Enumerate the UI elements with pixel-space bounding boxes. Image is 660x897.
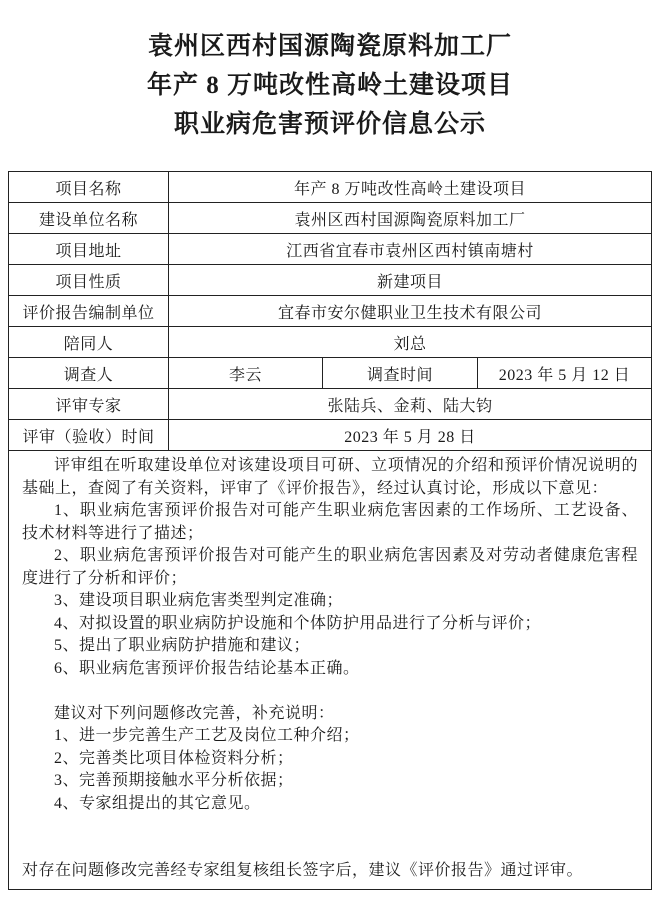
suggestion-item-3: 3、完善预期接触水平分析依据； — [54, 772, 294, 789]
blank-line — [22, 815, 638, 860]
suggestion-header: 建议对下列问题修改完善，补充说明： — [54, 704, 335, 722]
row-label-project-name: 项目名称 — [9, 172, 169, 203]
suggestion-item-2: 2、完善类比项目体检资料分析； — [54, 749, 294, 767]
row-value-review-experts: 张陆兵、金莉、陆大钧 — [169, 389, 652, 420]
row-label-survey-time: 调查时间 — [323, 358, 478, 389]
table-row-project-address — [9, 234, 652, 265]
opinion-item-3: 3、建设项目职业病危害类型判定准确； — [54, 592, 344, 609]
review-opinion-cell — [9, 451, 652, 890]
row-label-accompanying-person: 陪同人 — [9, 327, 169, 358]
table-row-construction-unit — [9, 203, 652, 234]
opinion-intro: 评审组在听取建设单位对该建设项目可研、立项情况的介绍和预评价情况说明的基础上，查阅了有关资料，评审了《评价报告》，经过认真讨论，形成以下意见： — [22, 457, 638, 497]
table-row-project-nature — [9, 265, 652, 296]
row-value-survey-time: 2023 年 5 月 12 日 — [478, 358, 652, 389]
table-row-opinion — [9, 451, 652, 890]
title-line-project: 年产 8 万吨改性高岭土建设项目 — [146, 72, 513, 99]
row-value-project-nature: 新建项目 — [169, 265, 652, 296]
page-title — [0, 0, 660, 144]
row-label-report-compiler: 评价报告编制单位 — [9, 296, 169, 327]
table-row-survey — [9, 358, 652, 389]
table-row-review-time — [9, 420, 652, 451]
table-row-project-name — [9, 172, 652, 203]
row-value-accompanying-person: 刘总 — [169, 327, 652, 358]
row-label-construction-unit: 建设单位名称 — [9, 203, 169, 234]
suggestion-item-4: 4、专家组提出的其它意见。 — [54, 794, 261, 812]
opinion-item-6: 6、职业病危害预评价报告结论基本正确。 — [54, 659, 360, 677]
row-label-project-address: 项目地址 — [9, 234, 169, 265]
row-value-surveyor: 李云 — [169, 358, 323, 389]
opinion-item-1: 1、职业病危害预评价报告对可能产生职业病危害因素的工作场所、工艺设备、技术材料等进行了描述； — [22, 502, 638, 542]
row-value-construction-unit: 袁州区西村国源陶瓷原料加工厂 — [169, 203, 652, 234]
title-line-subject: 职业病危害预评价信息公示 — [173, 111, 486, 138]
opinion-item-5: 5、提出了职业病防护措施和建议； — [54, 637, 311, 654]
row-label-review-experts: 评审专家 — [9, 389, 169, 420]
row-label-surveyor: 调查人 — [9, 358, 169, 389]
row-value-project-name: 年产 8 万吨改性高岭土建设项目 — [169, 172, 652, 203]
opinion-item-4: 4、对拟设置的职业病防护设施和个体防护用品进行了分析与评价； — [54, 614, 542, 632]
table-row-accompanying-person — [9, 327, 652, 358]
row-label-review-time: 评审（验收）时间 — [9, 420, 169, 451]
row-value-project-address: 江西省宜春市袁州区西村镇南塘村 — [169, 234, 652, 265]
opinion-item-2: 2、职业病危害预评价报告对可能产生的职业病危害因素及对劳动者健康危害程度进行了分析和评价； — [22, 547, 638, 587]
suggestion-item-1: 1、进一步完善生产工艺及岗位工种介绍； — [54, 727, 360, 744]
row-value-report-compiler: 宜春市安尔健职业卫生技术有限公司 — [169, 296, 652, 327]
opinion-conclusion: 对存在问题修改完善经专家组复核组长签字后，建议《评价报告》通过评审。 — [22, 862, 584, 879]
table-row-report-compiler — [9, 296, 652, 327]
title-line-company: 袁州区西村国源陶瓷原料加工厂 — [147, 33, 512, 60]
blank-line — [22, 680, 638, 703]
table-row-review-experts — [9, 389, 652, 420]
row-label-project-nature: 项目性质 — [9, 265, 169, 296]
row-value-review-time: 2023 年 5 月 28 日 — [169, 420, 652, 451]
info-table — [8, 171, 652, 890]
